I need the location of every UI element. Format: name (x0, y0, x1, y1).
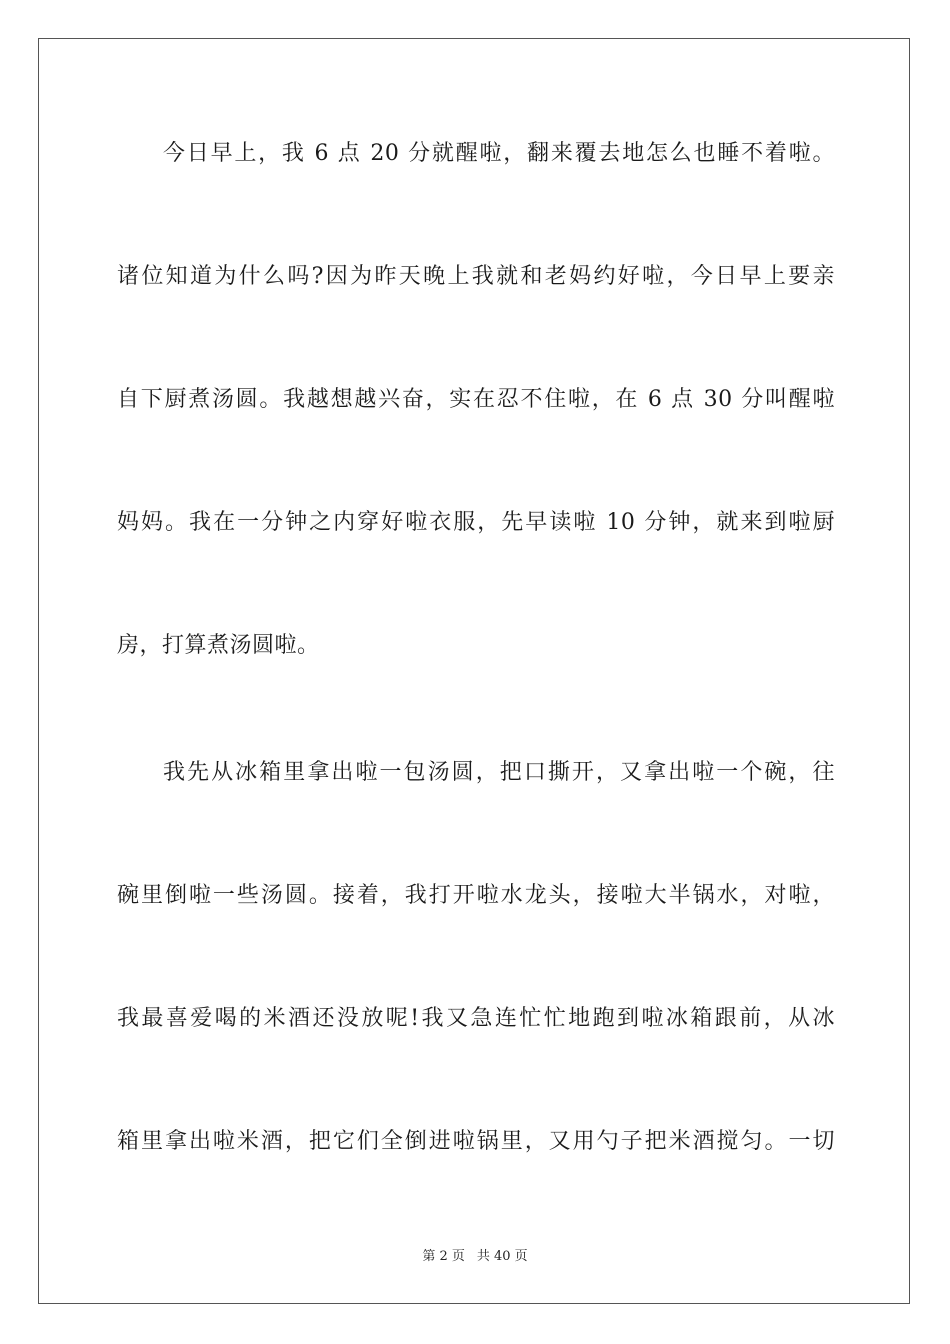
paragraph-2-line-3: 我最喜爱喝的米酒还没放呢!我又急连忙忙地跑到啦冰箱跟前，从冰 (117, 1006, 835, 1031)
page-border (38, 38, 910, 1304)
paragraph-1-line-2: 诸位知道为什么吗?因为昨天晚上我就和老妈约好啦，今日早上要亲 (117, 264, 835, 289)
page-total: 共 40 页 (476, 1249, 528, 1264)
paragraph-2-line-1: 我先从冰箱里拿出啦一包汤圆，把口撕开，又拿出啦一个碗，往 (163, 760, 835, 785)
paragraph-2-line-2: 碗里倒啦一些汤圆。接着，我打开啦水龙头，接啦大半锅水，对啦， (117, 883, 835, 908)
paragraph-1-line-4: 妈妈。我在一分钟之内穿好啦衣服，先早读啦 10 分钟，就来到啦厨 (117, 510, 835, 535)
paragraph-1-line-1: 今日早上，我 6 点 20 分就醒啦，翻来覆去地怎么也睡不着啦。 (163, 141, 835, 166)
page-number: 第 2 页 (422, 1249, 465, 1264)
paragraph-2-line-4: 箱里拿出啦米酒，把它们全倒进啦锅里，又用勺子把米酒搅匀。一切 (117, 1129, 835, 1154)
paragraph-1-line-3: 自下厨煮汤圆。我越想越兴奋，实在忍不住啦，在 6 点 30 分叫醒啦 (117, 387, 835, 412)
paragraph-1-line-5: 房，打算煮汤圆啦。 (117, 633, 320, 658)
page-footer (0, 1248, 950, 1266)
